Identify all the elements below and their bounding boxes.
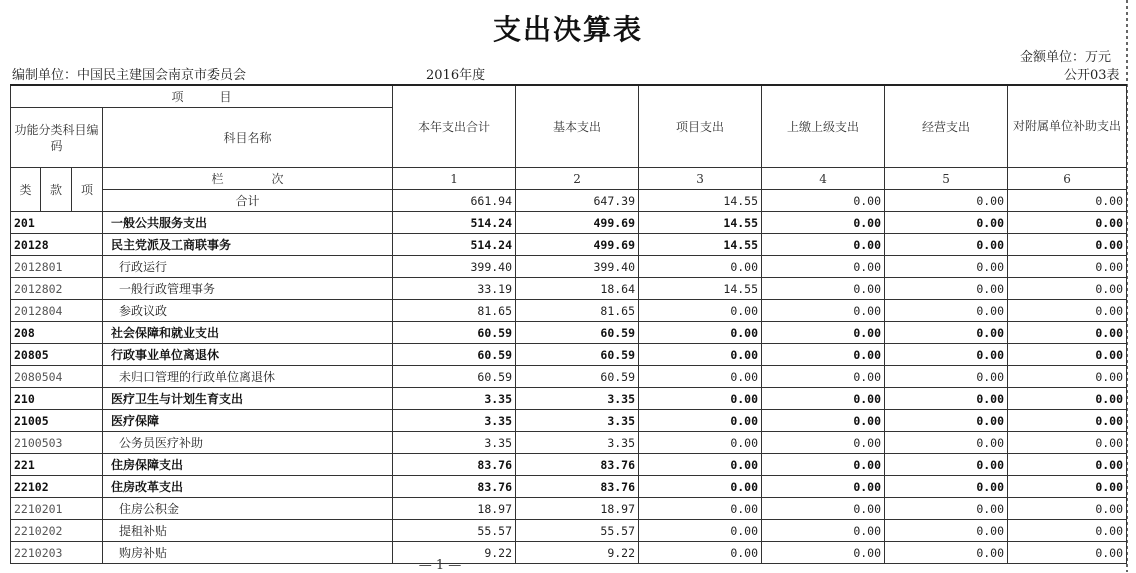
total-value-6: 0.00 <box>1008 190 1127 212</box>
header-xiang: 项 <box>72 168 103 212</box>
row-value-4: 0.00 <box>762 542 885 564</box>
row-value-6: 0.00 <box>1008 300 1127 322</box>
row-value-5: 0.00 <box>885 498 1008 520</box>
table-row <box>11 322 1127 344</box>
row-value-4: 0.00 <box>762 212 885 234</box>
row-value-5: 0.00 <box>885 432 1008 454</box>
header-column-label: 栏 次 <box>103 168 393 190</box>
row-value-4: 0.00 <box>762 366 885 388</box>
row-value-3: 14.55 <box>639 212 762 234</box>
row-value-5: 0.00 <box>885 344 1008 366</box>
row-value-2: 9.22 <box>516 542 639 564</box>
row-value-5: 0.00 <box>885 234 1008 256</box>
row-value-6: 0.00 <box>1008 520 1127 542</box>
row-value-1: 60.59 <box>393 344 516 366</box>
table-row <box>11 366 1127 388</box>
row-subject-name: 医疗保障 <box>103 410 393 432</box>
row-value-3: 0.00 <box>639 498 762 520</box>
table-row <box>11 278 1127 300</box>
header-subject-name: 科目名称 <box>103 108 393 168</box>
row-value-4: 0.00 <box>762 520 885 542</box>
row-value-4: 0.00 <box>762 476 885 498</box>
row-value-1: 18.97 <box>393 498 516 520</box>
total-row <box>11 190 1127 212</box>
row-value-1: 9.22 <box>393 542 516 564</box>
row-code: 2080504 <box>11 366 103 388</box>
row-value-4: 0.00 <box>762 256 885 278</box>
table-row <box>11 256 1127 278</box>
row-code: 20805 <box>11 344 103 366</box>
header-col-4: 上缴上级支出 <box>762 85 885 168</box>
row-value-2: 83.76 <box>516 476 639 498</box>
row-value-5: 0.00 <box>885 212 1008 234</box>
row-code: 2100503 <box>11 432 103 454</box>
row-value-3: 0.00 <box>639 454 762 476</box>
row-value-2: 18.64 <box>516 278 639 300</box>
row-value-3: 0.00 <box>639 432 762 454</box>
row-subject-name: 住房改革支出 <box>103 476 393 498</box>
amount-unit: 金额单位：万元 <box>1020 50 1112 65</box>
row-value-3: 0.00 <box>639 366 762 388</box>
table-row <box>11 212 1127 234</box>
table-row <box>11 476 1127 498</box>
row-code: 2210202 <box>11 520 103 542</box>
row-value-3: 0.00 <box>639 388 762 410</box>
row-value-2: 3.35 <box>516 388 639 410</box>
row-value-1: 55.57 <box>393 520 516 542</box>
row-value-3: 0.00 <box>639 542 762 564</box>
page-number: — 1 — <box>418 558 462 573</box>
row-value-3: 14.55 <box>639 234 762 256</box>
row-subject-name: 民主党派及工商联事务 <box>103 234 393 256</box>
row-value-6: 0.00 <box>1008 388 1127 410</box>
row-value-6: 0.00 <box>1008 322 1127 344</box>
row-value-6: 0.00 <box>1008 256 1127 278</box>
table-row <box>11 300 1127 322</box>
row-value-1: 83.76 <box>393 454 516 476</box>
total-value-4: 0.00 <box>762 190 885 212</box>
row-value-1: 60.59 <box>393 322 516 344</box>
row-value-6: 0.00 <box>1008 278 1127 300</box>
row-value-2: 3.35 <box>516 432 639 454</box>
row-value-5: 0.00 <box>885 278 1008 300</box>
row-subject-name: 公务员医疗补助 <box>103 432 393 454</box>
row-code: 208 <box>11 322 103 344</box>
row-value-6: 0.00 <box>1008 212 1127 234</box>
row-subject-name: 参政议政 <box>103 300 393 322</box>
row-value-5: 0.00 <box>885 366 1008 388</box>
row-value-1: 3.35 <box>393 432 516 454</box>
row-value-3: 0.00 <box>639 256 762 278</box>
row-value-6: 0.00 <box>1008 542 1127 564</box>
row-subject-name: 行政事业单位离退休 <box>103 344 393 366</box>
row-code: 20128 <box>11 234 103 256</box>
row-subject-name: 未归口管理的行政单位离退休 <box>103 366 393 388</box>
header-col-6-label: 对附属单位补助支出 <box>1013 119 1122 133</box>
total-label: 合计 <box>103 190 393 212</box>
row-subject-name: 一般公共服务支出 <box>103 212 393 234</box>
table-row <box>11 234 1127 256</box>
table-row <box>11 498 1127 520</box>
row-code: 221 <box>11 454 103 476</box>
row-value-5: 0.00 <box>885 542 1008 564</box>
table-row <box>11 344 1127 366</box>
row-value-6: 0.00 <box>1008 366 1127 388</box>
row-value-4: 0.00 <box>762 388 885 410</box>
row-value-1: 3.35 <box>393 388 516 410</box>
table-row <box>11 520 1127 542</box>
col-num-3: 3 <box>639 168 762 190</box>
row-value-4: 0.00 <box>762 432 885 454</box>
row-value-4: 0.00 <box>762 234 885 256</box>
table-row <box>11 388 1127 410</box>
header-col-6 <box>1008 85 1127 168</box>
page-title: 支出决算表 <box>492 13 643 46</box>
row-value-1: 514.24 <box>393 234 516 256</box>
row-value-2: 60.59 <box>516 322 639 344</box>
header-col-2: 基本支出 <box>516 85 639 168</box>
row-value-1: 83.76 <box>393 476 516 498</box>
row-code: 2012801 <box>11 256 103 278</box>
row-value-2: 83.76 <box>516 454 639 476</box>
header-lei: 类 <box>11 168 41 212</box>
table-row <box>11 410 1127 432</box>
row-value-6: 0.00 <box>1008 432 1127 454</box>
row-value-1: 3.35 <box>393 410 516 432</box>
row-code: 2210203 <box>11 542 103 564</box>
table-row <box>11 454 1127 476</box>
row-value-1: 33.19 <box>393 278 516 300</box>
expenditure-table <box>10 84 1127 564</box>
row-code: 2012802 <box>11 278 103 300</box>
header-col-1: 本年支出合计 <box>393 85 516 168</box>
row-value-3: 0.00 <box>639 520 762 542</box>
row-value-1: 60.59 <box>393 366 516 388</box>
row-value-3: 0.00 <box>639 344 762 366</box>
row-subject-name: 住房保障支出 <box>103 454 393 476</box>
total-value-3: 14.55 <box>639 190 762 212</box>
row-value-6: 0.00 <box>1008 234 1127 256</box>
total-value-5: 0.00 <box>885 190 1008 212</box>
header-item: 项 目 <box>11 85 393 108</box>
row-value-5: 0.00 <box>885 454 1008 476</box>
table-row <box>11 432 1127 454</box>
row-value-5: 0.00 <box>885 322 1008 344</box>
row-value-6: 0.00 <box>1008 498 1127 520</box>
row-value-5: 0.00 <box>885 388 1008 410</box>
row-value-4: 0.00 <box>762 498 885 520</box>
col-num-5: 5 <box>885 168 1008 190</box>
col-num-2: 2 <box>516 168 639 190</box>
row-subject-name: 行政运行 <box>103 256 393 278</box>
row-value-5: 0.00 <box>885 300 1008 322</box>
fiscal-year: 2016年度 <box>426 68 486 83</box>
row-code: 21005 <box>11 410 103 432</box>
row-subject-name: 医疗卫生与计划生育支出 <box>103 388 393 410</box>
col-num-4: 4 <box>762 168 885 190</box>
row-value-2: 18.97 <box>516 498 639 520</box>
row-value-5: 0.00 <box>885 256 1008 278</box>
total-value-1: 661.94 <box>393 190 516 212</box>
row-code: 2210201 <box>11 498 103 520</box>
row-code: 22102 <box>11 476 103 498</box>
total-value-2: 647.39 <box>516 190 639 212</box>
row-value-2: 55.57 <box>516 520 639 542</box>
row-code: 2012804 <box>11 300 103 322</box>
row-value-4: 0.00 <box>762 322 885 344</box>
row-value-4: 0.00 <box>762 300 885 322</box>
header-func-code-label: 功能分类科目编码 <box>14 122 99 153</box>
row-value-3: 14.55 <box>639 278 762 300</box>
row-code: 210 <box>11 388 103 410</box>
row-value-4: 0.00 <box>762 454 885 476</box>
row-value-1: 81.65 <box>393 300 516 322</box>
row-value-3: 0.00 <box>639 476 762 498</box>
col-num-6: 6 <box>1008 168 1127 190</box>
row-subject-name: 住房公积金 <box>103 498 393 520</box>
row-subject-name: 提租补贴 <box>103 520 393 542</box>
row-value-6: 0.00 <box>1008 410 1127 432</box>
row-subject-name: 购房补贴 <box>103 542 393 564</box>
row-value-2: 399.40 <box>516 256 639 278</box>
header-col-3: 项目支出 <box>639 85 762 168</box>
row-value-2: 499.69 <box>516 212 639 234</box>
row-value-1: 399.40 <box>393 256 516 278</box>
row-value-2: 60.59 <box>516 366 639 388</box>
row-value-2: 60.59 <box>516 344 639 366</box>
reporting-org: 编制单位：中国民主建国会南京市委员会 <box>12 68 247 83</box>
row-value-3: 0.00 <box>639 410 762 432</box>
row-value-5: 0.00 <box>885 476 1008 498</box>
row-value-5: 0.00 <box>885 520 1008 542</box>
header-kuan: 款 <box>41 168 72 212</box>
row-code: 201 <box>11 212 103 234</box>
row-value-3: 0.00 <box>639 300 762 322</box>
row-value-4: 0.00 <box>762 344 885 366</box>
row-value-2: 3.35 <box>516 410 639 432</box>
row-value-5: 0.00 <box>885 410 1008 432</box>
row-value-6: 0.00 <box>1008 476 1127 498</box>
row-value-2: 499.69 <box>516 234 639 256</box>
header-func-code <box>11 108 103 168</box>
row-value-6: 0.00 <box>1008 454 1127 476</box>
row-value-1: 514.24 <box>393 212 516 234</box>
header-col-5: 经营支出 <box>885 85 1008 168</box>
row-value-3: 0.00 <box>639 322 762 344</box>
row-value-6: 0.00 <box>1008 344 1127 366</box>
row-subject-name: 社会保障和就业支出 <box>103 322 393 344</box>
row-subject-name: 一般行政管理事务 <box>103 278 393 300</box>
row-value-4: 0.00 <box>762 410 885 432</box>
form-number: 公开03表 <box>1064 68 1120 83</box>
row-value-2: 81.65 <box>516 300 639 322</box>
row-value-4: 0.00 <box>762 278 885 300</box>
col-num-1: 1 <box>393 168 516 190</box>
